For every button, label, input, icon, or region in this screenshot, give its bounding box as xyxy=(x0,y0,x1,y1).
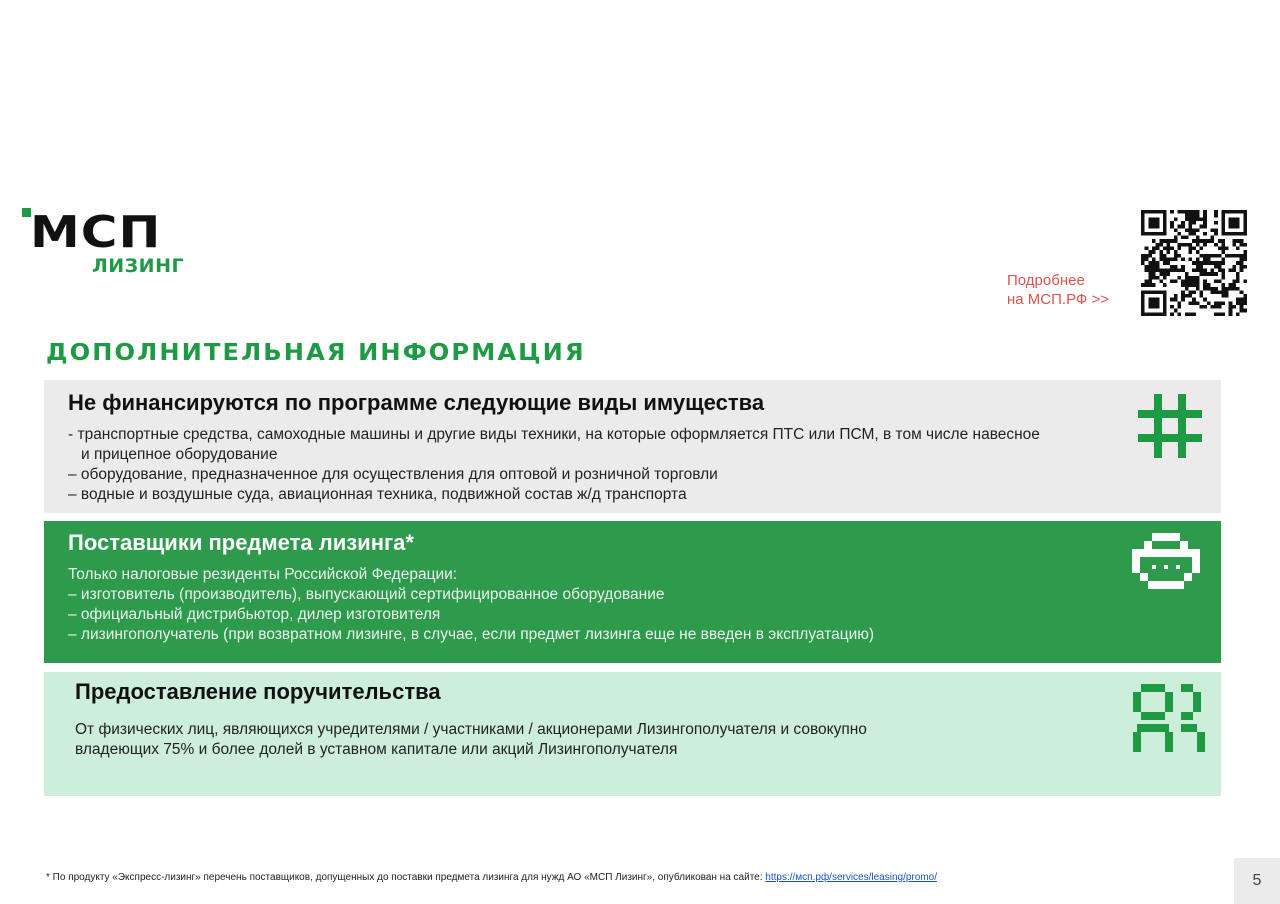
company-logo xyxy=(22,208,202,280)
logo-main-text: МСП xyxy=(30,206,162,258)
card-guarantee xyxy=(44,672,1221,796)
list-item: владеющих 75% и более долей в уставном капитале или акций Лизингополучателя xyxy=(75,741,678,758)
card-excluded-assets xyxy=(44,380,1221,513)
card-text xyxy=(68,425,1118,505)
list-item: – оборудование, предназначенное для осуществления для оптовой и розничной торговли xyxy=(68,466,718,483)
list-item: – изготовитель (производитель), выпускающий сертифицированное оборудование xyxy=(68,586,665,603)
card-text xyxy=(75,720,975,760)
footnote-link[interactable]: https://мсп.рф/services/leasing/promo/ xyxy=(765,872,937,883)
more-info-link[interactable] xyxy=(1007,271,1109,309)
hash-icon xyxy=(1138,394,1202,458)
list-item: Только налоговые резиденты Российской Федерации: xyxy=(68,566,458,583)
users-icon xyxy=(1132,684,1206,752)
card-title: Поставщики предмета лизинга* xyxy=(68,530,414,555)
card-text xyxy=(68,565,1118,645)
card-title: Предоставление поручительства xyxy=(75,679,441,704)
card-suppliers xyxy=(44,521,1221,663)
list-item: и прицепное оборудование xyxy=(81,446,278,463)
logo-sub-text: ЛИЗИНГ xyxy=(92,255,185,277)
card-title: Не финансируются по программе следующие виды имущества xyxy=(68,390,765,415)
list-item: – официальный дистрибьютор, дилер изготовителя xyxy=(68,606,441,623)
more-info-line2: на МСП.РФ >> xyxy=(1007,291,1109,308)
list-item: – водные и воздушные суда, авиационная техника, подвижной состав ж/д транспорта xyxy=(68,486,687,503)
list-item: – лизингополучатель (при возвратном лизинге, в случае, если предмет лизинга еще не введен в эксплуатацию) xyxy=(68,626,875,643)
footnote xyxy=(46,871,937,885)
list-item: От физических лиц, являющихся учредителями / участниками / акционерами Лизингополучателя и совокупно xyxy=(75,721,867,738)
section-title: ДОПОЛНИТЕЛЬНАЯ ИНФОРМАЦИЯ xyxy=(46,340,586,366)
more-info-line1: Подробнее xyxy=(1007,272,1085,289)
list-item: - транспортные средства, самоходные машины и другие виды техники, на которые оформляется ПТС или ПСМ, в том числе навесное xyxy=(68,426,1040,443)
footnote-text: * По продукту «Экспресс-лизинг» перечень поставщиков, допущенных до поставки предмета лизинга для нужд АО «МСП Лизинг», опубликован на сайте: xyxy=(46,872,766,883)
handshake-icon xyxy=(1132,533,1200,589)
qr-code[interactable] xyxy=(1141,210,1247,316)
page-number: 5 xyxy=(1234,858,1280,904)
